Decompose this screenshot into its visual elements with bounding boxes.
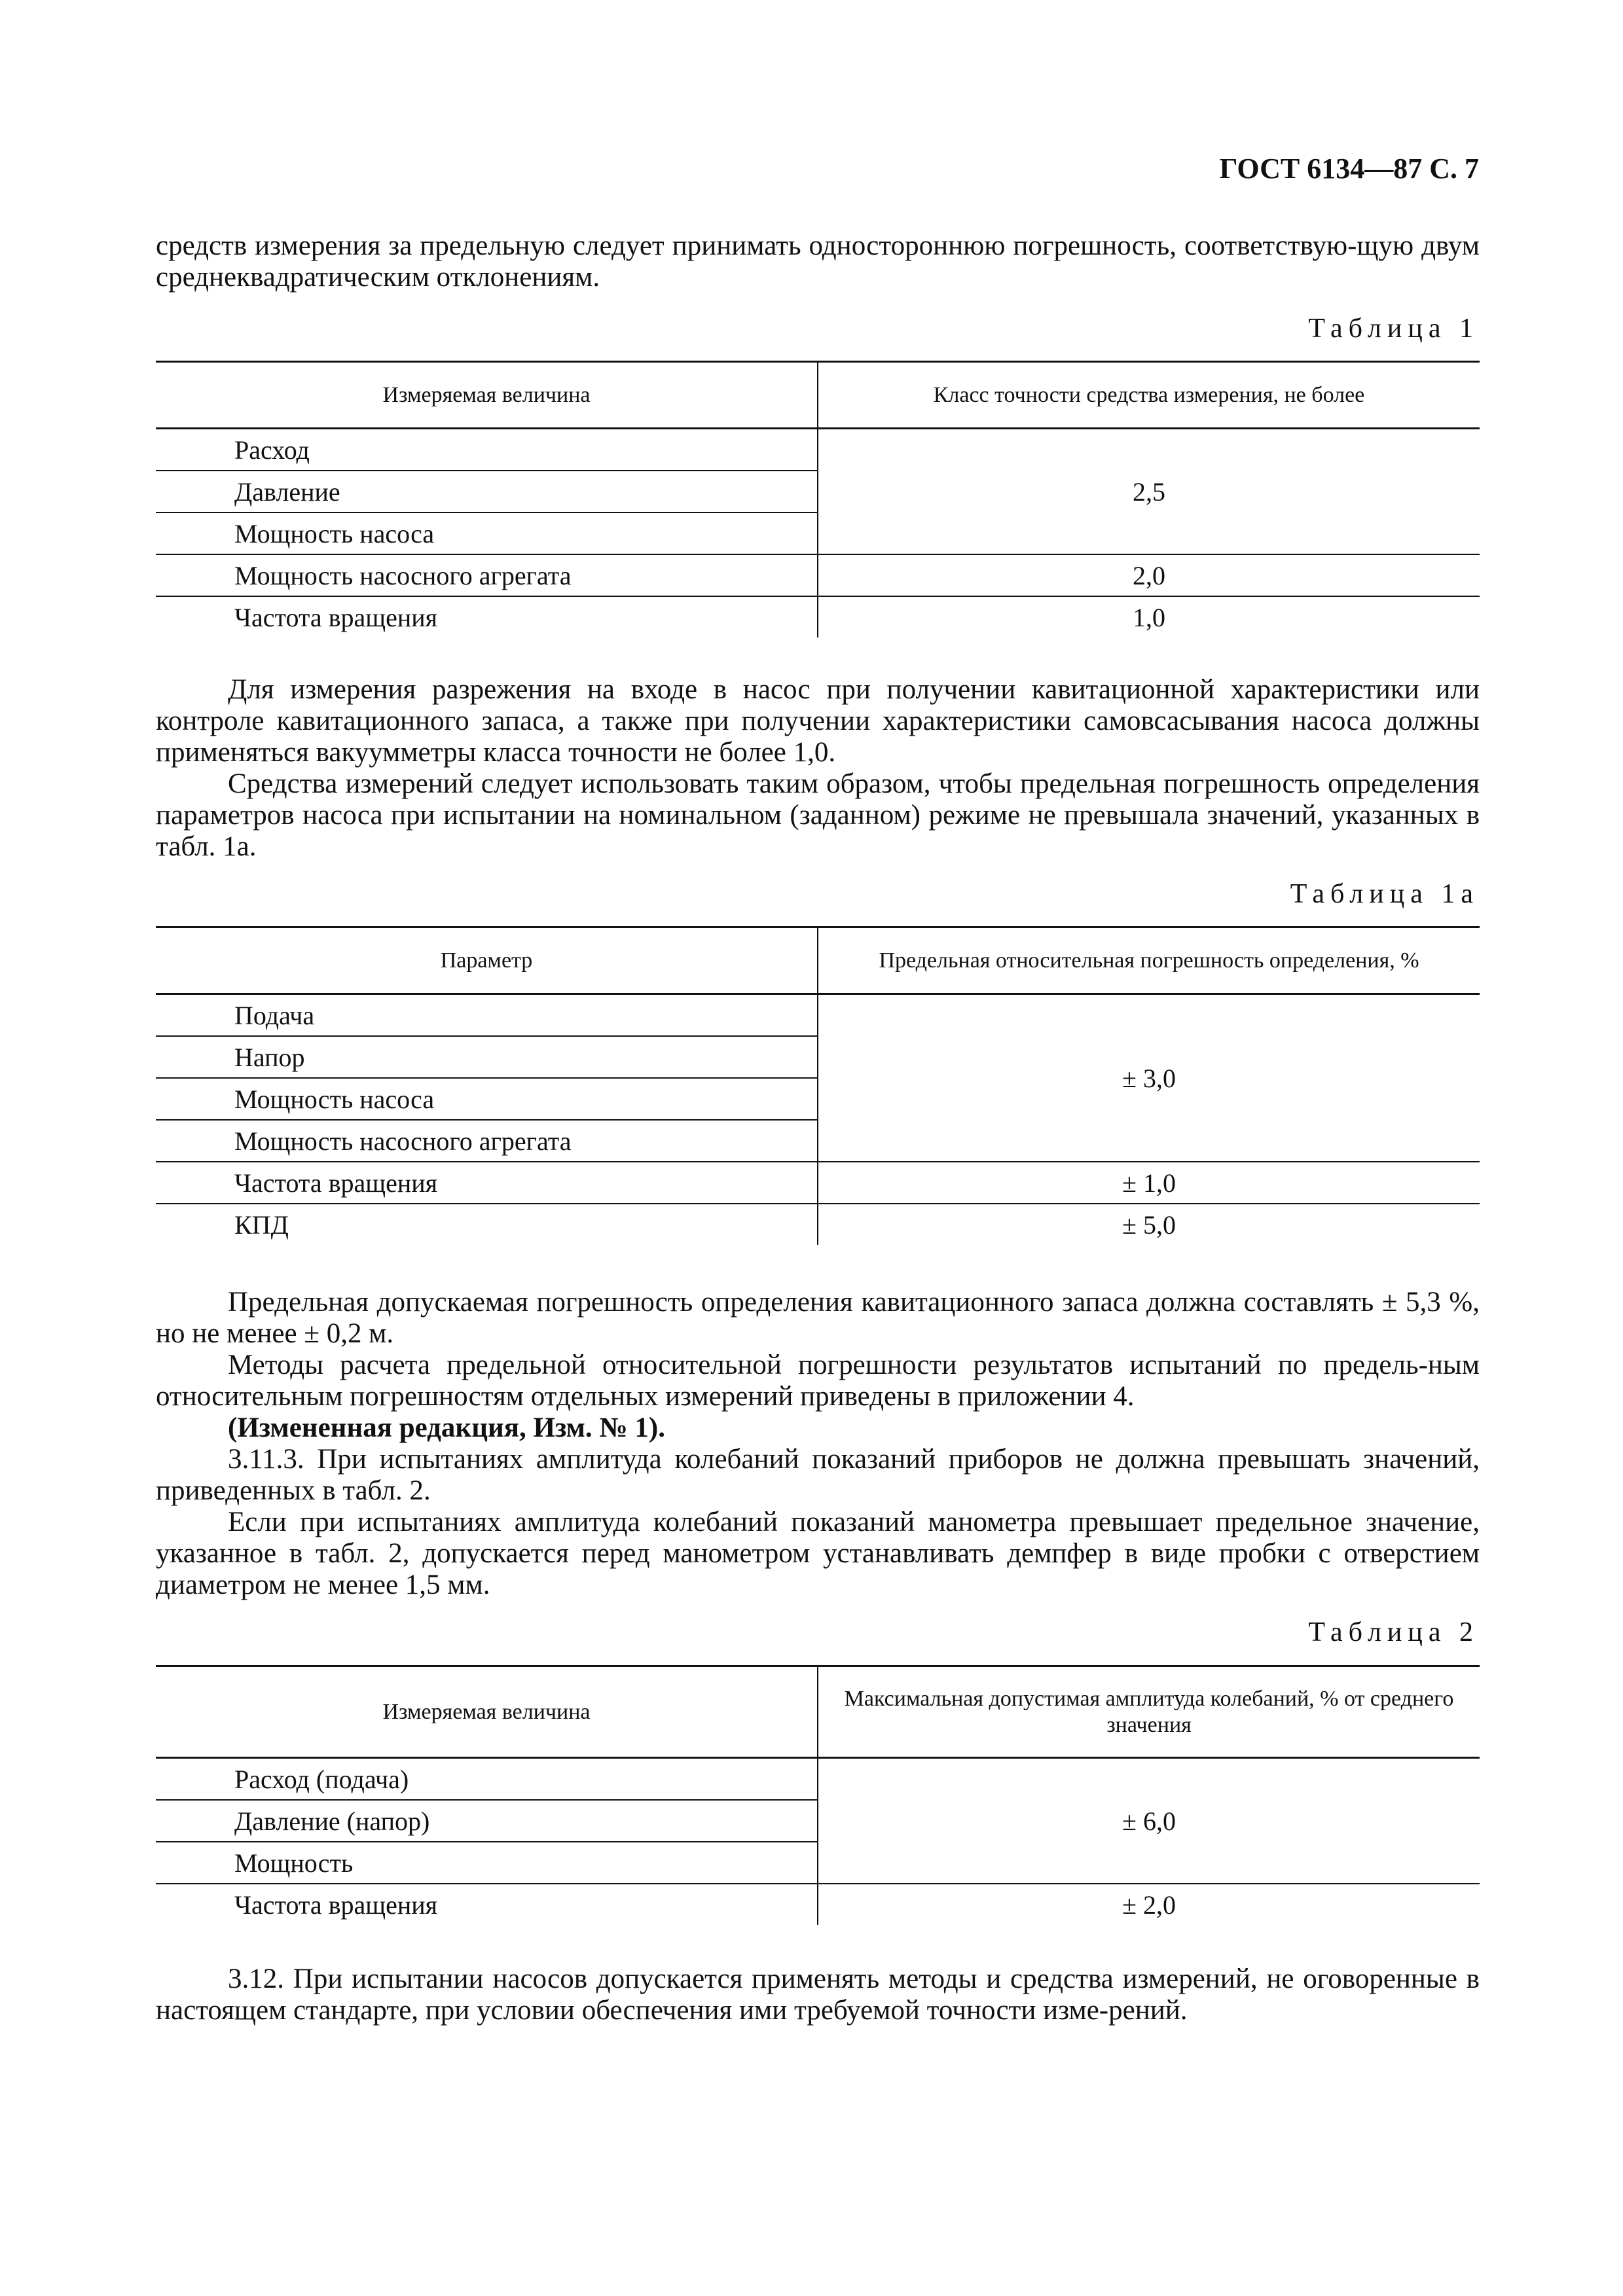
table-1a-row-name: Мощность насоса [156,1078,818,1120]
table-2-value: ± 6,0 [818,1758,1480,1884]
paragraph-vacuum: Для измерения разрежения на входе в насос при получении кавитационной характеристики или контроле кавитационного запаса, а также при получении характеристики самовсасывания насоса должны применяться вакуумметры класса точности не более 1,0. [156,674,1480,768]
paragraph-measurement-means: Средства измерений следует использовать таким образом, чтобы предельная погрешность определения параметров насоса при испытании на номинальном (заданном) режиме не превышала значений, указанных в табл. 1а. [156,768,1480,862]
table-1a [156,926,1480,1245]
table-1-value: 2,5 [818,429,1480,555]
table-1-header-measured: Измеряемая величина [156,362,818,429]
table-2-caption: Таблица 2 [1308,1617,1479,1647]
table-1a-row-name: Подача [156,994,818,1037]
table-2-row-name: Расход (подача) [156,1758,818,1801]
table-2-header-measured: Измеряемая величина [156,1666,818,1758]
paragraph-calculation-methods: Методы расчета предельной относительной погрешности результатов испытаний по предель-ным относительным погрешностям отдельных измерений приведены в приложении 4. [156,1350,1480,1412]
table-1-row-name: Частота вращения [156,596,818,637]
table-1a-row-name: Мощность насосного агрегата [156,1120,818,1162]
table-2-header-amplitude: Максимальная допустимая амплитуда колебаний, % от среднего значения [818,1666,1480,1758]
table-2-row-name: Давление (напор) [156,1800,818,1842]
table-1-value: 2,0 [818,554,1480,596]
table-2 [156,1665,1480,1925]
table-1-value: 1,0 [1133,602,1165,632]
table-1-row-name: Давление [156,471,818,512]
paragraph-3-12: 3.12. При испытании насосов допускается применять методы и средства измерений, не оговоренные в настоящем стандарте, при условии обеспечения ими требуемой точности изме-рений. [156,1964,1480,2026]
table-1-caption: Таблица 1 [1308,314,1479,344]
table-1a-value: ± 1,0 [818,1162,1480,1204]
table-2-value: ± 2,0 [1122,1890,1176,1920]
table-1a-value: ± 5,0 [1122,1210,1176,1240]
paragraph-damper: Если при испытаниях амплитуда колебаний показаний манометра превышает предельное значение, указанное в табл. 2, допускается перед манометром устанавливать демпфер в виде пробки с отверстием диаметром не менее 1,5 мм. [156,1507,1480,1600]
table-2-row-name: Мощность [156,1842,818,1884]
table-1a-row-name: Частота вращения [156,1162,818,1204]
table-1-row-name: Мощность насосного агрегата [156,554,818,596]
page-header: ГОСТ 6134—87 С. 7 [1219,152,1479,185]
paragraph-3-11-3: 3.11.3. При испытаниях амплитуда колебаний показаний приборов не должна превышать значений, приведенных в табл. 2. [156,1444,1480,1506]
table-1-row-name: Расход [156,429,818,471]
table-2-row-name: Частота вращения [156,1884,818,1925]
table-1a-header-error: Предельная относительная погрешность определения, % [818,927,1480,994]
table-1a-caption: Таблица 1а [1290,879,1479,909]
table-1 [156,361,1480,637]
table-1a-row-name: КПД [156,1204,818,1245]
paragraph-cavitation-reserve: Предельная допускаемая погрешность определения кавитационного запаса должна составлять ± 5,3 %, но не менее ± 0,2 м. [156,1287,1480,1349]
table-1a-value: ± 3,0 [818,994,1480,1162]
table-1a-header-parameter: Параметр [156,927,818,994]
table-1-header-accuracy: Класс точности средства измерения, не более [818,362,1480,429]
intro-paragraph: средств измерения за предельную следует принимать одностороннюю погрешность, соответствую-щую двум среднеквадратическим отклонениям. [156,230,1480,293]
paragraph-amendment: (Измененная редакция, Изм. № 1). [228,1412,665,1443]
table-1-row-name: Мощность насоса [156,512,818,554]
table-1a-row-name: Напор [156,1036,818,1078]
